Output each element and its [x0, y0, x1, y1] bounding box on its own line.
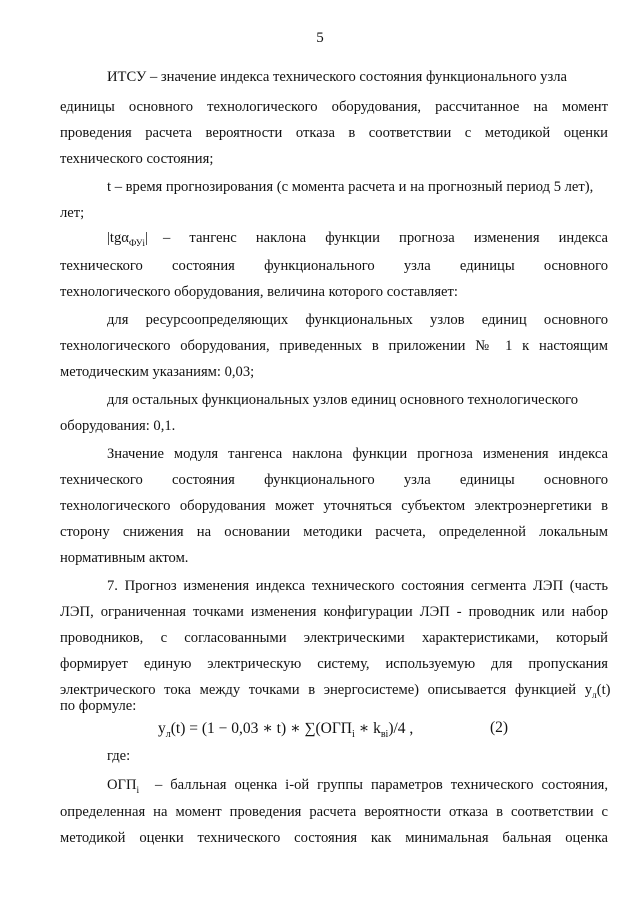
- text-line: ИТСУ – значение индекса технического состояния функционального узла: [107, 69, 568, 85]
- text-line: – балльная оценка i-ой группы параметров технического состояния,: [155, 777, 608, 793]
- text-line: технического состояния функционального узла единицы основного: [60, 258, 608, 274]
- formula: $у_л(t) = (1 - 0,03$ ∗ t) ∗ $\sum(ОГП_i$ ∗ $k_{вi})/4$ ,: [158, 720, 414, 741]
- text-line: сторону снижения на основании методики расчета, определенной локальным: [60, 524, 608, 540]
- text-line: для остальных функциональных узлов единиц основного технологического: [107, 392, 579, 408]
- text-line: Значение модуля тангенса наклона функции прогноза изменения индекса: [107, 446, 608, 462]
- equation-number: (2): [490, 719, 509, 736]
- text-line: нормативным актом.: [60, 550, 189, 566]
- text-line: технологического оборудования может уточняться субъектом электроэнергетики в: [60, 498, 608, 514]
- text-line: ЛЭП, ограниченная точками изменения конфигурации ЛЭП - проводник или набор: [60, 604, 608, 620]
- text-line: проведения расчета вероятности отказа в соответствии с методикой оценки: [60, 125, 608, 141]
- text-line: методикой оценки технического состояния как минимальная бальная оценка: [60, 830, 608, 846]
- text-line: методическим указаниям: 0,03;: [60, 364, 255, 380]
- tg-symbol: |tgα$_{ФУi}$|: [107, 230, 148, 249]
- text-line: технического состояния функционального узла единицы основного: [60, 472, 608, 488]
- page-number: 5: [316, 30, 324, 46]
- text-line: формирует единую электрическую систему, используемую для пропускания: [60, 656, 608, 672]
- text-line: определенная на момент проведения расчета вероятности отказа в соответствии с: [60, 804, 608, 820]
- text-line: оборудования: 0,1.: [60, 418, 176, 434]
- text-line: где:: [107, 748, 131, 764]
- text-line: для ресурсоопределяющих функциональных узлов единиц основного: [107, 312, 608, 328]
- text-line: единицы основного технологического оборудования, рассчитанное на момент: [60, 99, 608, 115]
- text-line: технического состояния;: [60, 151, 214, 167]
- text-line: 7. Прогноз изменения индекса технического состояния сегмента ЛЭП (часть: [107, 578, 608, 594]
- text-line: технологического оборудования, величина которого составляет:: [60, 284, 458, 300]
- text-line: t – время прогнозирования (с момента расчета и на прогнозный период 5 лет),: [107, 179, 594, 195]
- text-line: лет;: [60, 205, 85, 221]
- text-line: проводников, с согласованными электрическими характеристиками, который: [60, 630, 608, 646]
- text-line: по формуле:: [60, 698, 137, 714]
- text-line: технологического оборудования, приведенных в приложении № 1 к настоящим: [60, 338, 608, 354]
- ogp-symbol: $ОГП_i$: [107, 777, 140, 796]
- text-line-with-function: электрического тока между точками в энергосистеме) описывается функцией $у_л(t)$: [60, 682, 611, 701]
- text-line: – тангенс наклона функции прогноза изменения индекса: [163, 230, 608, 246]
